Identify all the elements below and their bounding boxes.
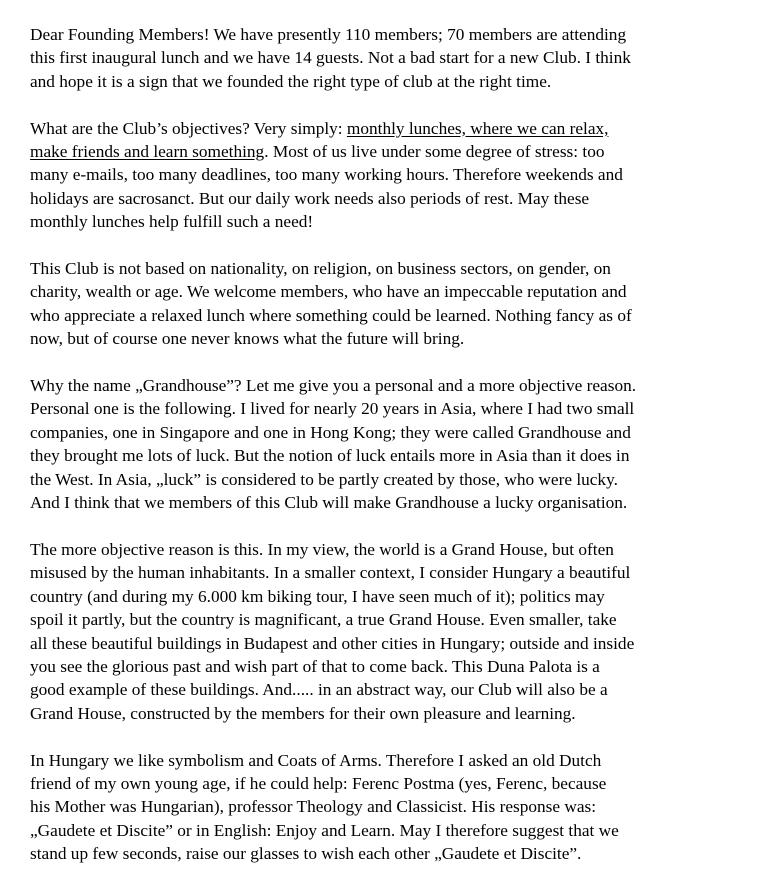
text-line: who appreciate a relaxed lunch where something could be learned. Nothing fancy as of [30,305,632,325]
text-line: good example of these buildings. And..... in an abstract way, our Club will also be a [30,680,608,700]
text-line: his Mother was Hungarian), professor Theology and Classicist. His response was: [30,797,597,817]
underlined-text: make friends and learn something [30,142,265,162]
text-line: In Hungary we like symbolism and Coats of Arms. Therefore I asked an old Dutch [30,750,602,770]
text-segment: . Most of us live under some degree of stress: too [264,142,605,162]
paragraph-motto [30,749,745,866]
text-line: The more objective reason is this. In my view, the world is a Grand House, but often [30,539,614,559]
text-line: country (and during my 6.000 km biking tour, I have seen much of it); politics may [30,586,605,606]
text-line: monthly lunches help fulfill such a need! [30,212,314,232]
text-line: Grand House, constructed by the members for their own pleasure and learning. [30,703,576,723]
text-line: Dear Founding Members! We have presently 110 members; 70 members are attending [30,25,627,44]
text-line: Why the name „Grandhouse”? Let me give you a personal and a more objective reason. [30,376,637,396]
paragraph-membership [30,257,745,351]
underlined-text: monthly lunches, where we can relax, [346,118,609,138]
text-line [30,117,745,140]
text-line [30,140,745,163]
text-line: „Gaudete et Discite” or in English: Enjoy and Learn. May I therefore suggest that we [30,820,619,840]
text-line: this first inaugural lunch and we have 14 guests. Not a bad start for a new Club. I think [30,48,631,68]
text-line: they brought me lots of luck. But the notion of luck entails more in Asia than it does in [30,446,630,466]
text-line: friend of my own young age, if he could help: Ferenc Postma (yes, Ferenc, because [30,773,607,793]
paragraph-objective-reason [30,538,745,725]
text-line: you see the glorious past and wish part of that to come back. This Duna Palota is a [30,656,600,676]
text-line: now, but of course one never knows what the future will bring. [30,329,465,349]
letter-document [30,23,745,889]
text-line: misused by the human inhabitants. In a smaller context, I consider Hungary a beautiful [30,563,631,583]
text-line: the West. In Asia, „luck” is considered to be partly created by those, who were lucky. [30,469,618,489]
text-line: many e-mails, too many deadlines, too many working hours. Therefore weekends and [30,165,623,185]
text-line: stand up few seconds, raise our glasses to wish each other „Gaudete et Discite”. [30,844,582,864]
text-segment: What are the Club’s objectives? Very simply: [30,118,347,138]
text-line: charity, wealth or age. We welcome members, who have an impeccable reputation and [30,282,627,302]
text-line: And I think that we members of this Club will make Grandhouse a lucky organisation. [30,493,628,513]
text-line: companies, one in Singapore and one in Hong Kong; they were called Grandhouse and [30,422,631,442]
text-line: all these beautiful buildings in Budapest and other cities in Hungary; outside and inside [30,633,635,653]
paragraph-objectives [30,117,745,234]
text-line: holidays are sacrosanct. But our daily work needs also periods of rest. May these [30,188,590,208]
paragraph-name-origin [30,374,745,514]
text-line: and hope it is a sign that we founded the right type of club at the right time. [30,71,552,91]
text-line: Personal one is the following. I lived for nearly 20 years in Asia, where I had two small [30,399,635,419]
text-line: This Club is not based on nationality, on religion, on business sectors, on gender, on [30,259,611,279]
text-line: spoil it partly, but the country is magnificant, a true Grand House. Even smaller, take [30,610,617,630]
paragraph-greeting [30,23,745,93]
